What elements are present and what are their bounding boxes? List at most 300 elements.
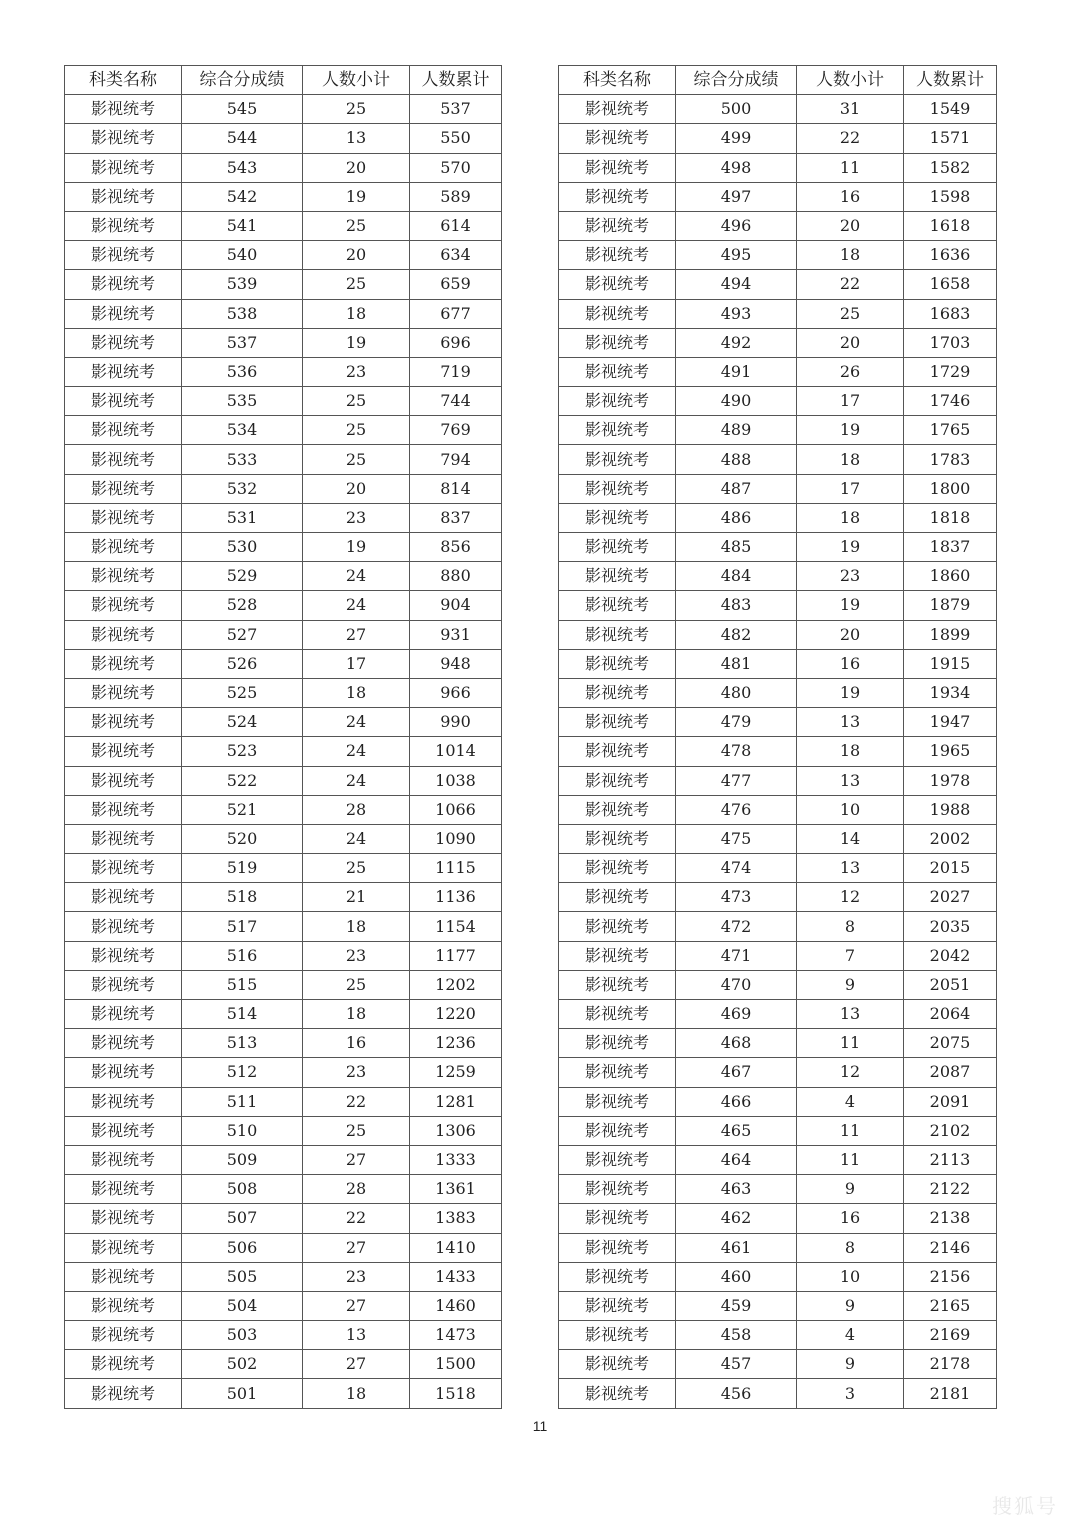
cell-score: 527 xyxy=(182,620,303,649)
cell-score: 497 xyxy=(676,182,797,211)
cell-cumulative: 2002 xyxy=(904,824,997,853)
table-row xyxy=(65,824,502,853)
cell-count: 28 xyxy=(303,795,410,824)
cell-count: 25 xyxy=(303,211,410,240)
table-row xyxy=(65,533,502,562)
cell-score: 463 xyxy=(676,1175,797,1204)
cell-count: 9 xyxy=(797,1291,904,1320)
cell-score: 471 xyxy=(676,941,797,970)
cell-score: 516 xyxy=(182,941,303,970)
header-count: 人数小计 xyxy=(303,66,410,95)
table-row xyxy=(65,766,502,795)
cell-score: 517 xyxy=(182,912,303,941)
cell-score: 541 xyxy=(182,211,303,240)
cell-category: 影视统考 xyxy=(559,1000,676,1029)
table-row xyxy=(65,620,502,649)
cell-count: 3 xyxy=(797,1379,904,1408)
cell-category: 影视统考 xyxy=(559,182,676,211)
table-row xyxy=(559,474,997,503)
cell-count: 23 xyxy=(303,357,410,386)
cell-score: 465 xyxy=(676,1116,797,1145)
header-category: 科类名称 xyxy=(559,66,676,95)
cell-cumulative: 570 xyxy=(410,153,502,182)
table-row xyxy=(559,387,997,416)
table-row xyxy=(559,211,997,240)
cell-count: 20 xyxy=(303,153,410,182)
cell-cumulative: 1879 xyxy=(904,591,997,620)
cell-cumulative: 2113 xyxy=(904,1145,997,1174)
cell-category: 影视统考 xyxy=(559,211,676,240)
cell-cumulative: 1090 xyxy=(410,824,502,853)
cell-cumulative: 1281 xyxy=(410,1087,502,1116)
cell-category: 影视统考 xyxy=(65,1058,182,1087)
table-row xyxy=(65,854,502,883)
cell-score: 533 xyxy=(182,445,303,474)
table-row xyxy=(65,883,502,912)
cell-count: 13 xyxy=(797,854,904,883)
table-row xyxy=(65,445,502,474)
cell-cumulative: 1618 xyxy=(904,211,997,240)
cell-count: 19 xyxy=(797,678,904,707)
cell-count: 27 xyxy=(303,1233,410,1262)
cell-cumulative: 1549 xyxy=(904,95,997,124)
cell-cumulative: 1947 xyxy=(904,708,997,737)
cell-count: 19 xyxy=(303,182,410,211)
cell-score: 486 xyxy=(676,503,797,532)
cell-cumulative: 677 xyxy=(410,299,502,328)
table-row xyxy=(559,941,997,970)
cell-cumulative: 1202 xyxy=(410,970,502,999)
cell-cumulative: 1333 xyxy=(410,1145,502,1174)
cell-category: 影视统考 xyxy=(559,95,676,124)
cell-count: 25 xyxy=(303,270,410,299)
table-row xyxy=(559,708,997,737)
cell-cumulative: 1066 xyxy=(410,795,502,824)
cell-cumulative: 1306 xyxy=(410,1116,502,1145)
cell-score: 490 xyxy=(676,387,797,416)
cell-category: 影视统考 xyxy=(559,970,676,999)
table-row xyxy=(559,737,997,766)
table-row xyxy=(559,416,997,445)
cell-count: 25 xyxy=(797,299,904,328)
cell-cumulative: 537 xyxy=(410,95,502,124)
table-row xyxy=(65,357,502,386)
table-row xyxy=(65,708,502,737)
cell-score: 540 xyxy=(182,241,303,270)
table-row xyxy=(559,1058,997,1087)
cell-cumulative: 1473 xyxy=(410,1321,502,1350)
cell-score: 528 xyxy=(182,591,303,620)
cell-cumulative: 2146 xyxy=(904,1233,997,1262)
cell-count: 22 xyxy=(303,1204,410,1233)
cell-score: 510 xyxy=(182,1116,303,1145)
table-row xyxy=(65,124,502,153)
cell-score: 489 xyxy=(676,416,797,445)
cell-category: 影视统考 xyxy=(65,708,182,737)
cell-cumulative: 1460 xyxy=(410,1291,502,1320)
cell-category: 影视统考 xyxy=(559,416,676,445)
table-row xyxy=(65,503,502,532)
cell-count: 25 xyxy=(303,445,410,474)
cell-score: 530 xyxy=(182,533,303,562)
table-row xyxy=(559,970,997,999)
table-row xyxy=(559,1350,997,1379)
cell-score: 522 xyxy=(182,766,303,795)
cell-cumulative: 2015 xyxy=(904,854,997,883)
cell-score: 513 xyxy=(182,1029,303,1058)
cell-cumulative: 744 xyxy=(410,387,502,416)
cell-cumulative: 2051 xyxy=(904,970,997,999)
cell-category: 影视统考 xyxy=(559,124,676,153)
header-score: 综合分成绩 xyxy=(676,66,797,95)
cell-cumulative: 1658 xyxy=(904,270,997,299)
table-row xyxy=(559,357,997,386)
cell-category: 影视统考 xyxy=(559,533,676,562)
cell-score: 479 xyxy=(676,708,797,737)
cell-score: 524 xyxy=(182,708,303,737)
cell-cumulative: 2064 xyxy=(904,1000,997,1029)
cell-score: 526 xyxy=(182,649,303,678)
table-row xyxy=(65,1291,502,1320)
cell-category: 影视统考 xyxy=(559,1058,676,1087)
cell-count: 17 xyxy=(797,474,904,503)
table-row xyxy=(65,1087,502,1116)
cell-count: 18 xyxy=(797,445,904,474)
table-row xyxy=(65,387,502,416)
cell-score: 467 xyxy=(676,1058,797,1087)
cell-score: 462 xyxy=(676,1204,797,1233)
page-number: 11 xyxy=(532,1418,548,1434)
cell-category: 影视统考 xyxy=(65,182,182,211)
cell-category: 影视统考 xyxy=(65,562,182,591)
cell-category: 影视统考 xyxy=(65,970,182,999)
table-row xyxy=(559,766,997,795)
table-row xyxy=(559,912,997,941)
cell-category: 影视统考 xyxy=(559,387,676,416)
table-row xyxy=(559,1145,997,1174)
cell-cumulative: 1899 xyxy=(904,620,997,649)
cell-cumulative: 550 xyxy=(410,124,502,153)
cell-cumulative: 1818 xyxy=(904,503,997,532)
cell-count: 25 xyxy=(303,387,410,416)
table-row xyxy=(65,474,502,503)
header-cumulative: 人数累计 xyxy=(904,66,997,95)
table-row xyxy=(65,970,502,999)
cell-score: 542 xyxy=(182,182,303,211)
cell-cumulative: 1915 xyxy=(904,649,997,678)
table-row xyxy=(559,445,997,474)
cell-cumulative: 1746 xyxy=(904,387,997,416)
cell-score: 512 xyxy=(182,1058,303,1087)
table-row xyxy=(559,1262,997,1291)
cell-category: 影视统考 xyxy=(559,1321,676,1350)
cell-count: 11 xyxy=(797,1145,904,1174)
cell-cumulative: 2181 xyxy=(904,1379,997,1408)
cell-score: 508 xyxy=(182,1175,303,1204)
cell-category: 影视统考 xyxy=(65,1233,182,1262)
cell-score: 531 xyxy=(182,503,303,532)
cell-count: 18 xyxy=(797,241,904,270)
cell-cumulative: 1220 xyxy=(410,1000,502,1029)
header-score: 综合分成绩 xyxy=(182,66,303,95)
cell-count: 28 xyxy=(303,1175,410,1204)
cell-category: 影视统考 xyxy=(65,503,182,532)
cell-category: 影视统考 xyxy=(65,1350,182,1379)
cell-count: 20 xyxy=(797,620,904,649)
cell-category: 影视统考 xyxy=(65,357,182,386)
cell-score: 480 xyxy=(676,678,797,707)
cell-category: 影视统考 xyxy=(65,1204,182,1233)
table-row xyxy=(559,854,997,883)
cell-category: 影视统考 xyxy=(65,883,182,912)
cell-cumulative: 1965 xyxy=(904,737,997,766)
cell-count: 18 xyxy=(303,1000,410,1029)
cell-cumulative: 1154 xyxy=(410,912,502,941)
cell-count: 25 xyxy=(303,416,410,445)
cell-count: 20 xyxy=(303,241,410,270)
cell-category: 影视统考 xyxy=(65,533,182,562)
cell-cumulative: 1934 xyxy=(904,678,997,707)
table-header-row xyxy=(65,66,502,95)
cell-count: 25 xyxy=(303,970,410,999)
cell-category: 影视统考 xyxy=(559,883,676,912)
cell-category: 影视统考 xyxy=(65,1321,182,1350)
table-row xyxy=(65,1000,502,1029)
cell-cumulative: 1410 xyxy=(410,1233,502,1262)
cell-category: 影视统考 xyxy=(65,153,182,182)
cell-count: 24 xyxy=(303,766,410,795)
cell-cumulative: 1598 xyxy=(904,182,997,211)
cell-count: 16 xyxy=(797,182,904,211)
cell-cumulative: 1988 xyxy=(904,795,997,824)
cell-score: 515 xyxy=(182,970,303,999)
cell-category: 影视统考 xyxy=(559,941,676,970)
cell-cumulative: 856 xyxy=(410,533,502,562)
cell-score: 472 xyxy=(676,912,797,941)
cell-count: 20 xyxy=(303,474,410,503)
cell-category: 影视统考 xyxy=(559,1175,676,1204)
cell-score: 473 xyxy=(676,883,797,912)
table-row xyxy=(65,795,502,824)
table-row xyxy=(65,299,502,328)
cell-count: 25 xyxy=(303,854,410,883)
cell-cumulative: 1783 xyxy=(904,445,997,474)
cell-count: 18 xyxy=(303,1379,410,1408)
cell-score: 521 xyxy=(182,795,303,824)
cell-cumulative: 2165 xyxy=(904,1291,997,1320)
score-table-right xyxy=(558,65,997,1409)
watermark: 搜狐号 xyxy=(992,1494,1058,1518)
cell-category: 影视统考 xyxy=(559,153,676,182)
cell-score: 494 xyxy=(676,270,797,299)
cell-count: 11 xyxy=(797,153,904,182)
table-row xyxy=(559,328,997,357)
cell-category: 影视统考 xyxy=(65,1116,182,1145)
cell-cumulative: 2091 xyxy=(904,1087,997,1116)
cell-cumulative: 1636 xyxy=(904,241,997,270)
cell-category: 影视统考 xyxy=(65,737,182,766)
cell-score: 525 xyxy=(182,678,303,707)
cell-category: 影视统考 xyxy=(559,766,676,795)
header-category: 科类名称 xyxy=(65,66,182,95)
cell-count: 21 xyxy=(303,883,410,912)
cell-category: 影视统考 xyxy=(65,941,182,970)
cell-category: 影视统考 xyxy=(65,824,182,853)
cell-cumulative: 2035 xyxy=(904,912,997,941)
cell-cumulative: 614 xyxy=(410,211,502,240)
cell-cumulative: 1115 xyxy=(410,854,502,883)
cell-cumulative: 1765 xyxy=(904,416,997,445)
table-row xyxy=(559,1291,997,1320)
cell-cumulative: 814 xyxy=(410,474,502,503)
table-row xyxy=(65,941,502,970)
cell-score: 538 xyxy=(182,299,303,328)
cell-cumulative: 1136 xyxy=(410,883,502,912)
table-row xyxy=(559,1233,997,1262)
cell-score: 464 xyxy=(676,1145,797,1174)
table-row xyxy=(559,95,997,124)
cell-score: 544 xyxy=(182,124,303,153)
table-row xyxy=(65,912,502,941)
cell-score: 477 xyxy=(676,766,797,795)
cell-count: 23 xyxy=(303,941,410,970)
cell-cumulative: 880 xyxy=(410,562,502,591)
cell-score: 523 xyxy=(182,737,303,766)
cell-count: 16 xyxy=(797,649,904,678)
cell-cumulative: 931 xyxy=(410,620,502,649)
table-row xyxy=(65,182,502,211)
cell-score: 536 xyxy=(182,357,303,386)
cell-category: 影视统考 xyxy=(559,795,676,824)
cell-cumulative: 1177 xyxy=(410,941,502,970)
cell-category: 影视统考 xyxy=(559,241,676,270)
cell-score: 468 xyxy=(676,1029,797,1058)
cell-cumulative: 990 xyxy=(410,708,502,737)
cell-cumulative: 1014 xyxy=(410,737,502,766)
table-row xyxy=(65,153,502,182)
table-row xyxy=(65,1175,502,1204)
cell-category: 影视统考 xyxy=(65,211,182,240)
cell-count: 12 xyxy=(797,883,904,912)
table-row xyxy=(65,416,502,445)
cell-cumulative: 2027 xyxy=(904,883,997,912)
cell-category: 影视统考 xyxy=(65,854,182,883)
cell-category: 影视统考 xyxy=(65,1262,182,1291)
cell-category: 影视统考 xyxy=(65,649,182,678)
table-row xyxy=(65,1350,502,1379)
cell-category: 影视统考 xyxy=(559,357,676,386)
cell-cumulative: 1433 xyxy=(410,1262,502,1291)
cell-category: 影视统考 xyxy=(559,708,676,737)
cell-count: 19 xyxy=(797,591,904,620)
cell-count: 22 xyxy=(303,1087,410,1116)
cell-category: 影视统考 xyxy=(65,1029,182,1058)
table-row xyxy=(65,1233,502,1262)
cell-count: 4 xyxy=(797,1321,904,1350)
cell-count: 25 xyxy=(303,1116,410,1145)
cell-cumulative: 769 xyxy=(410,416,502,445)
cell-cumulative: 2075 xyxy=(904,1029,997,1058)
cell-score: 478 xyxy=(676,737,797,766)
cell-score: 457 xyxy=(676,1350,797,1379)
cell-score: 491 xyxy=(676,357,797,386)
cell-count: 12 xyxy=(797,1058,904,1087)
cell-score: 537 xyxy=(182,328,303,357)
cell-count: 13 xyxy=(797,708,904,737)
cell-category: 影视统考 xyxy=(65,1087,182,1116)
cell-cumulative: 1860 xyxy=(904,562,997,591)
cell-score: 506 xyxy=(182,1233,303,1262)
cell-score: 475 xyxy=(676,824,797,853)
cell-category: 影视统考 xyxy=(65,912,182,941)
header-count: 人数小计 xyxy=(797,66,904,95)
cell-category: 影视统考 xyxy=(559,1116,676,1145)
cell-count: 24 xyxy=(303,824,410,853)
table-row xyxy=(559,1116,997,1145)
cell-score: 484 xyxy=(676,562,797,591)
table-row xyxy=(559,591,997,620)
cell-score: 488 xyxy=(676,445,797,474)
cell-category: 影视统考 xyxy=(559,678,676,707)
cell-score: 534 xyxy=(182,416,303,445)
cell-count: 9 xyxy=(797,1175,904,1204)
cell-cumulative: 2156 xyxy=(904,1262,997,1291)
cell-score: 482 xyxy=(676,620,797,649)
cell-cumulative: 2138 xyxy=(904,1204,997,1233)
cell-cumulative: 696 xyxy=(410,328,502,357)
cell-count: 8 xyxy=(797,912,904,941)
cell-cumulative: 2102 xyxy=(904,1116,997,1145)
cell-score: 495 xyxy=(676,241,797,270)
cell-score: 543 xyxy=(182,153,303,182)
cell-score: 469 xyxy=(676,1000,797,1029)
cell-count: 18 xyxy=(797,503,904,532)
cell-category: 影视统考 xyxy=(65,1145,182,1174)
cell-count: 20 xyxy=(797,328,904,357)
cell-category: 影视统考 xyxy=(65,766,182,795)
cell-cumulative: 1500 xyxy=(410,1350,502,1379)
cell-category: 影视统考 xyxy=(559,1379,676,1408)
cell-cumulative: 1837 xyxy=(904,533,997,562)
table-row xyxy=(65,562,502,591)
cell-score: 539 xyxy=(182,270,303,299)
cell-cumulative: 794 xyxy=(410,445,502,474)
cell-category: 影视统考 xyxy=(65,1175,182,1204)
cell-count: 13 xyxy=(303,124,410,153)
cell-score: 532 xyxy=(182,474,303,503)
table-row xyxy=(65,241,502,270)
table-row xyxy=(65,328,502,357)
score-table-left xyxy=(64,65,502,1409)
cell-count: 16 xyxy=(797,1204,904,1233)
cell-count: 17 xyxy=(797,387,904,416)
cell-category: 影视统考 xyxy=(559,737,676,766)
cell-category: 影视统考 xyxy=(65,620,182,649)
cell-category: 影视统考 xyxy=(559,1029,676,1058)
cell-score: 529 xyxy=(182,562,303,591)
table-row xyxy=(559,124,997,153)
cell-cumulative: 1683 xyxy=(904,299,997,328)
cell-category: 影视统考 xyxy=(559,270,676,299)
table-row xyxy=(65,211,502,240)
cell-count: 19 xyxy=(797,416,904,445)
cell-score: 485 xyxy=(676,533,797,562)
cell-score: 456 xyxy=(676,1379,797,1408)
table-row xyxy=(559,824,997,853)
cell-count: 18 xyxy=(797,737,904,766)
table-row xyxy=(559,678,997,707)
cell-category: 影视统考 xyxy=(65,328,182,357)
